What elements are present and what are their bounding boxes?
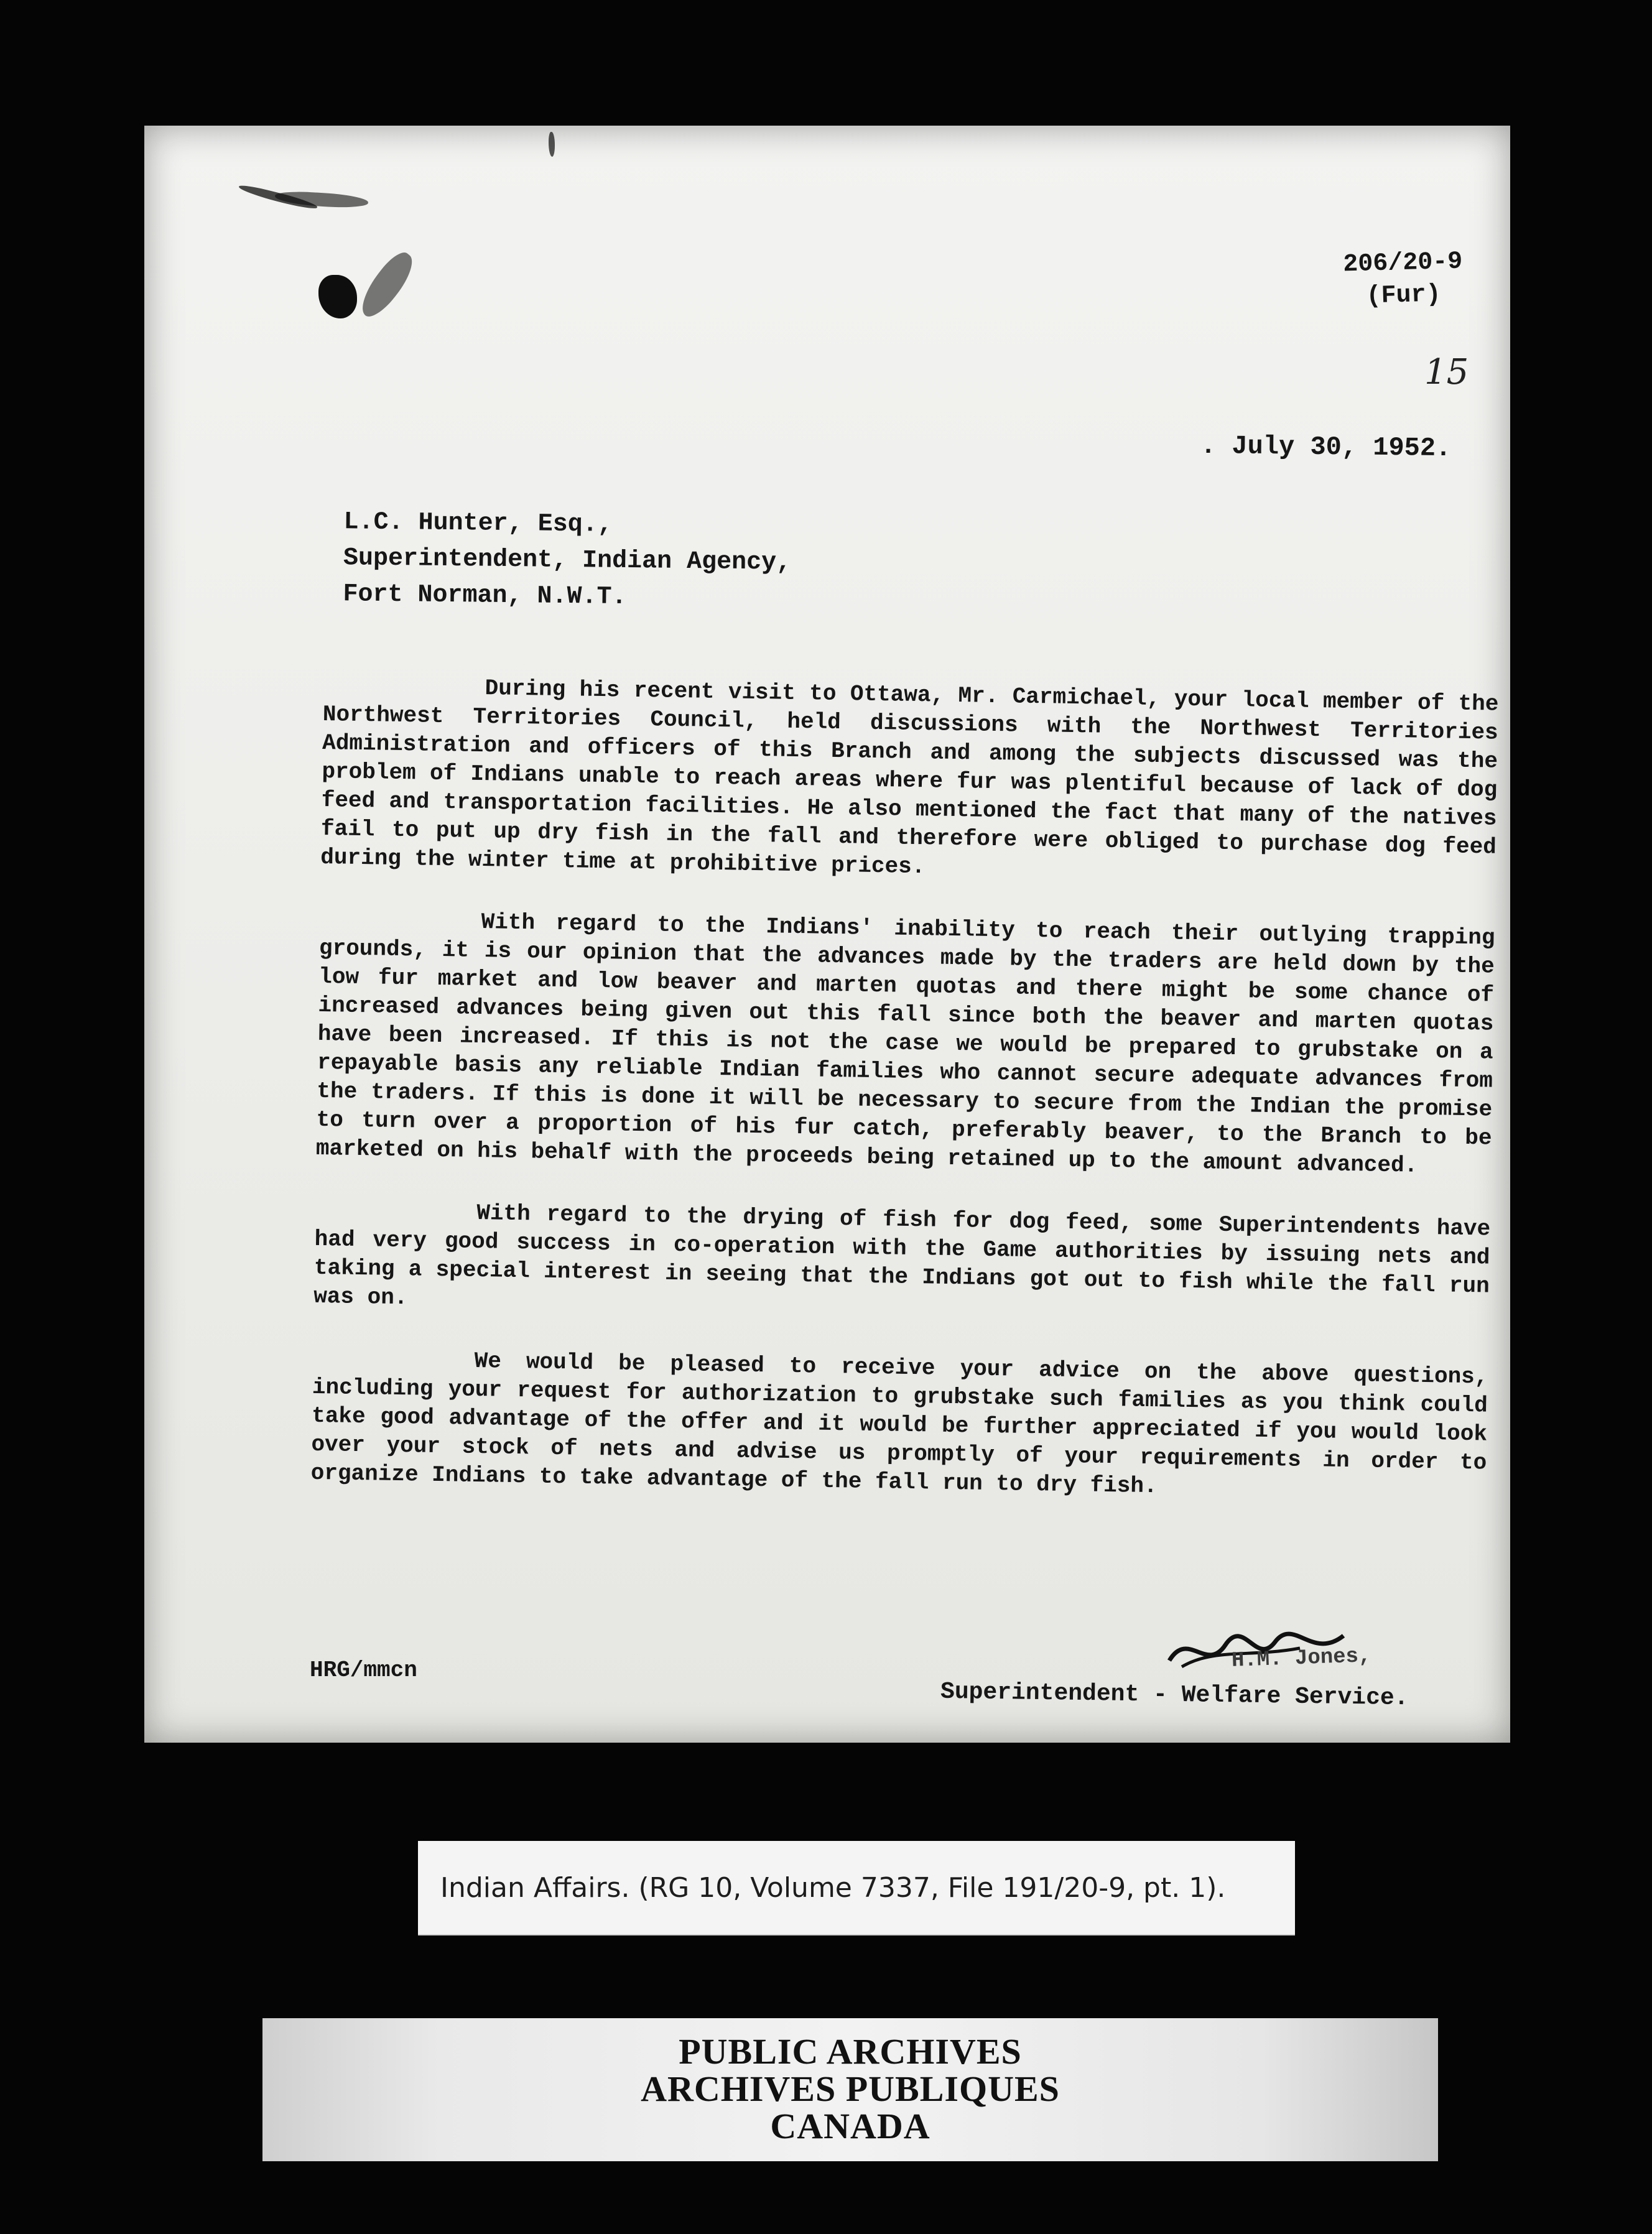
archive-caption: Indian Affairs. (RG 10, Volume 7337, File 191/20-9, pt. 1). [440,1872,1226,1904]
ink-smudge-2 [275,190,369,209]
body-paragraph-1: During his recent visit to Ottawa, Mr. Carmichael, your local member of the Northwest Territories Council, held discussions with the Northwest Territories Administration and officers of this Branch and among the subjects discussed was the problem of Indians unable to reach areas where fur was plentiful because of lack of dog feed and transportation facilities. He also mentioned the fact that many of the natives fail to put up dry fish in the fall and therefore were obliged to purchase dog feed during the winter time at prohibitive prices. [320,675,1499,880]
signer-title: Superintendent - Welfare Service. [940,1678,1409,1712]
recipient-title: Superintendent, Indian Agency, [343,544,792,577]
typist-initials: HRG/mmcn [310,1657,417,1683]
letter-date: . July 30, 1952. [1200,430,1452,464]
archive-caption-box [418,1841,1295,1935]
file-reference [1343,246,1464,314]
recipient-name: L.C. Hunter, Esq., [343,508,613,539]
stamp-line-english: PUBLIC ARCHIVES [679,2031,1022,2072]
archive-stamp [262,2018,1438,2161]
body-paragraph-3: With regard to the drying of fish for dog feed, some Superintendents have had very good success in co-operation with the Game authorities by issuing nets and taking a special interest in seeing that the Indians got out to fish while the fall run was on. [313,1200,1491,1311]
ink-smudge-3 [353,247,421,323]
handwritten-page-number: 15 [1424,352,1469,392]
letter-body [310,672,1499,1540]
archive-stamp-text [262,2033,1438,2145]
file-reference-number: 206/20-9 [1342,248,1463,279]
file-reference-subject: (Fur) [1366,280,1442,311]
stamp-line-french: ARCHIVES PUBLIQUES [641,2069,1060,2109]
ink-smudge-4 [549,132,555,157]
stamp-line-country: CANADA [770,2106,930,2146]
recipient-location: Fort Norman, N.W.T. [343,580,627,612]
body-paragraph-2: With regard to the Indians' inability to reach their outlying trapping grounds, it is our opinion that the advances made by the traders are held down by the low fur market and low beaver and marten quotas and there might be some chance of increased advances being given out this fall since both the beaver and marten quotas have been increased. If this is not the case we would be prepared to grubstake on a repayable basis any reliable Indian families who cannot secure adequate advances from the traders. If this is done it will be necessary to secure from the Indian the promise to turn over a proportion of his fur catch, preferably beaver, to the Branch to be marketed on his behalf with the proceeds being retained up to the amount advanced. [315,909,1495,1179]
recipient-address [343,504,792,618]
body-paragraph-4: We would be pleased to receive your advice on the above questions, including your request for authorization to grubstake such families as you think could take good advantage of the offer and it would be further appreciated if you would look over your stock of nets and advise us promptly of your requirements in order to organize Indians to take advantage of the fall run to dry fish. [310,1348,1488,1499]
ink-blot [318,275,357,318]
signer-name: H.M. Jones, [1231,1644,1372,1673]
